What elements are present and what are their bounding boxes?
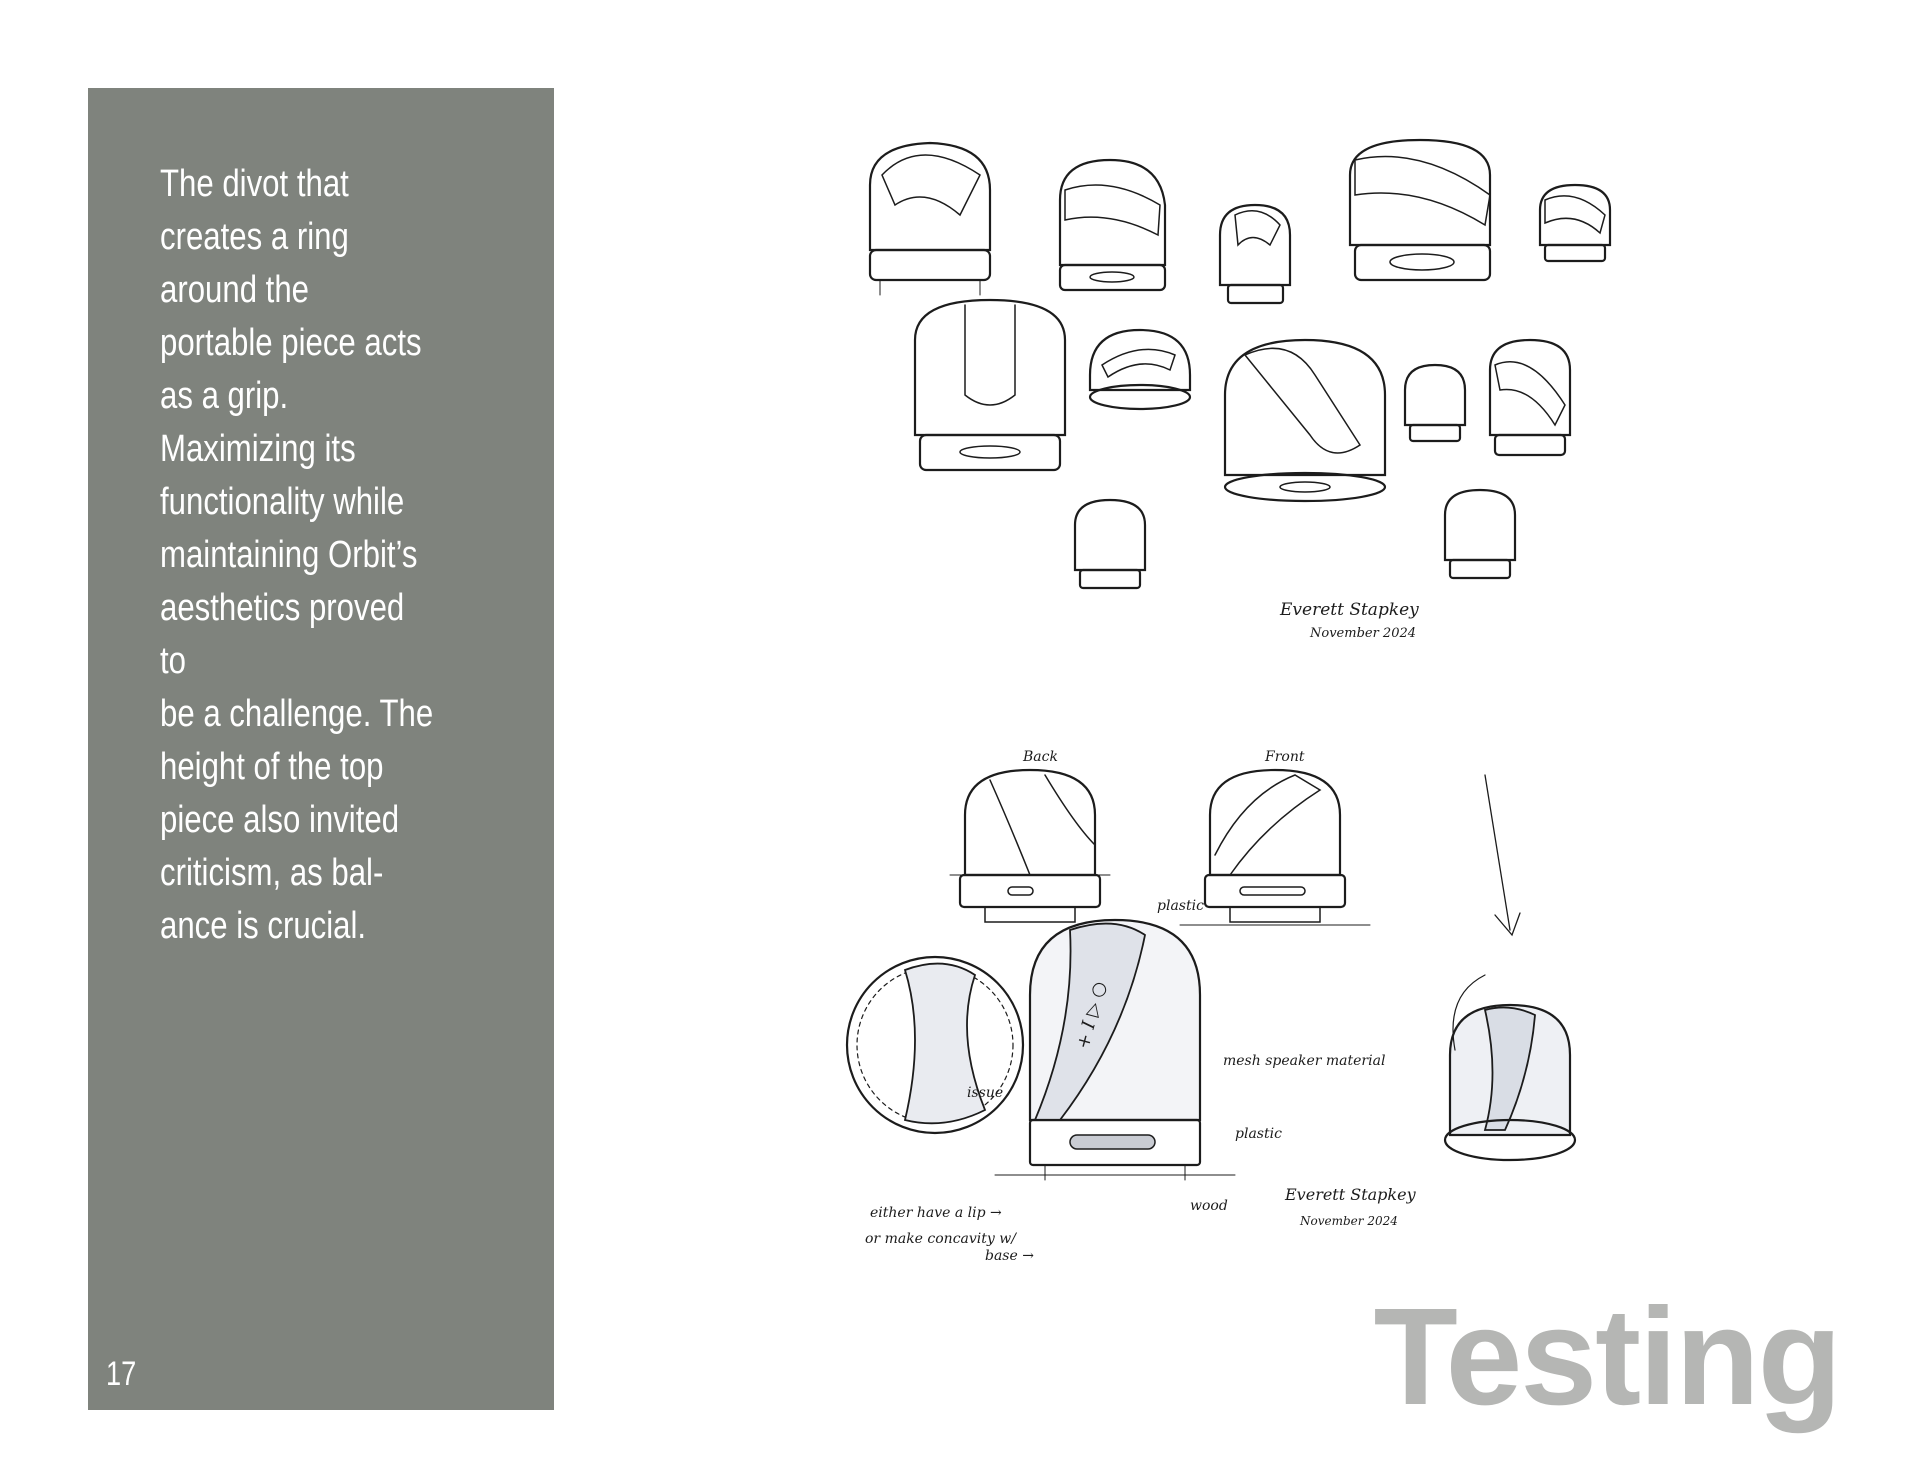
label-mesh: mesh speaker material <box>1223 1053 1386 1069</box>
text-sidebar <box>88 88 554 1410</box>
label-plastic-top: plastic <box>1157 898 1204 914</box>
section-title: Testing <box>1373 1280 1840 1434</box>
dome-sketch <box>1060 160 1165 290</box>
label-issue: issue <box>967 1085 1004 1101</box>
dome-sketch <box>1490 340 1570 455</box>
front-view-sketch <box>1180 770 1370 925</box>
top-view-sketch <box>847 957 1023 1133</box>
dome-sketch <box>1090 330 1190 409</box>
sidebar-body-text: The divot that creates a ring around the portable piece acts as a grip. Maximizing its functionality while maintaining Orbit’s aesthetics proved to be a challenge. The height of the top piece also invited criticism, as bal- ance is crucial. <box>160 163 434 947</box>
dome-sketch <box>1220 205 1290 303</box>
dome-sketch <box>1445 490 1515 578</box>
sheet2-date: November 2024 <box>1300 1214 1398 1228</box>
note-line-2: or make concavity w/ <box>865 1231 1016 1247</box>
note-line-1: either have a lip → <box>870 1205 1002 1221</box>
device-marks: + I ▷ ○ <box>1072 979 1111 1052</box>
concept-sketches-sheet <box>840 115 1640 645</box>
dome-sketch <box>915 300 1065 470</box>
page-number: 17 <box>106 1355 137 1393</box>
refined-sketches-sheet <box>845 735 1615 1265</box>
label-plastic-side: plastic <box>1235 1126 1282 1142</box>
sheet1-signature: Everett Stapkey <box>1280 600 1419 620</box>
dome-sketch <box>1540 185 1610 261</box>
note-line-3: base → <box>985 1248 1034 1264</box>
back-view-sketch <box>950 770 1110 922</box>
sheet2-signature: Everett Stapkey <box>1285 1185 1416 1204</box>
perspective-rendered-sketch <box>1445 975 1575 1160</box>
dome-sketch <box>1075 500 1145 588</box>
dome-sketch <box>870 143 990 295</box>
label-front: Front <box>1265 749 1305 765</box>
dome-sketch <box>1225 340 1385 501</box>
label-back: Back <box>1023 749 1058 765</box>
dome-sketch <box>1350 140 1490 280</box>
sheet1-date: November 2024 <box>1310 626 1417 641</box>
main-rendered-sketch <box>995 920 1235 1180</box>
dome-sketch <box>1405 365 1465 441</box>
label-wood: wood <box>1190 1198 1228 1214</box>
